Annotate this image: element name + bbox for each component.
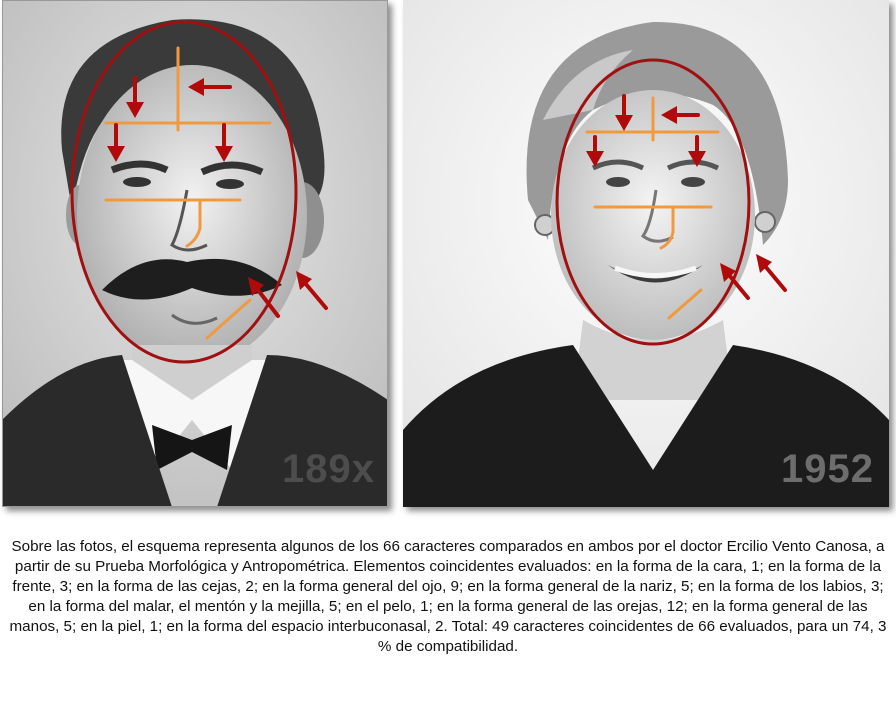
photo-year-right: 1952	[781, 447, 874, 491]
portrait-photo-right	[403, 0, 889, 507]
portrait-illustration-left	[2, 0, 388, 507]
portrait-illustration-right	[403, 0, 889, 507]
portrait-photo-left	[2, 0, 388, 507]
caption-text: Sobre las fotos, el esquema representa algunos de los 66 caracteres comparados en ambos por el doctor Ercilio Vento Canosa, a partir de su Prueba Morfológica y Antropométrica. Elementos coincidentes evaluados: en la forma de la cara, 1; en la forma de la frente, 3; en la forma de las cejas, 2; en la forma general del ojo, 9; en la forma general de la nariz, 5; en la forma de los labios, 3; en la forma del malar, el mentón y la mejilla, 5; en el pelo, 1; en la forma general de las orejas, 12; en la forma general de las manos, 5; en la piel, 1; en la forma del espacio interbuconasal, 2. Total: 49 caracteres coincidentes de 66 evaluados, para un 74, 3 % de compatibilidad.	[9, 538, 887, 655]
photo-year-left: 189x	[282, 447, 375, 491]
